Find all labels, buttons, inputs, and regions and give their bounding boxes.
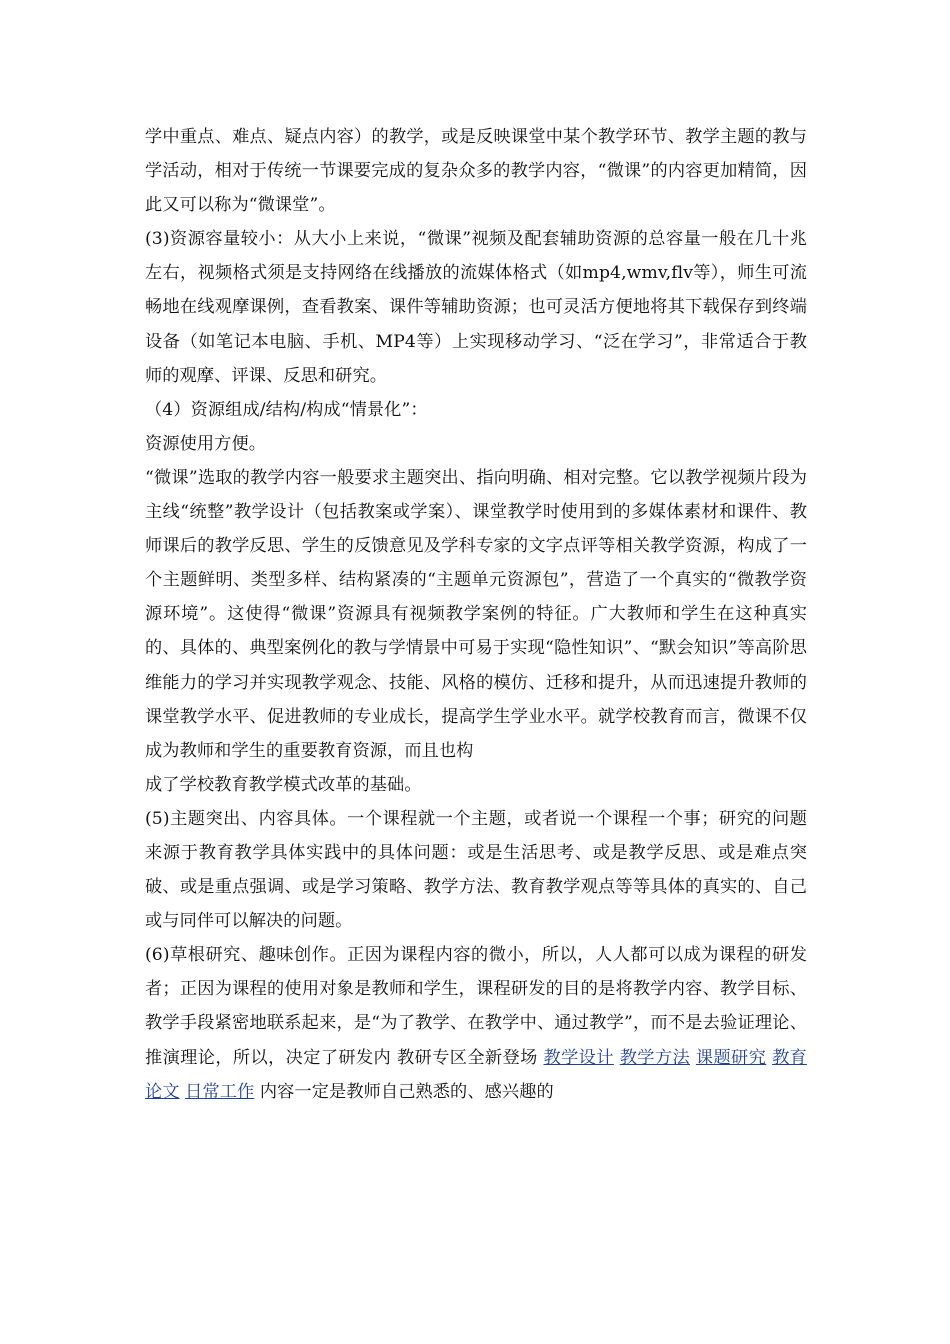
paragraph-4: 资源使用方便。 [145,433,267,454]
paragraph-8-tail: 内容一定是教师自己熟悉的、感兴趣的 [259,1081,554,1102]
paragraph-8-text: (6)草根研究、趣味创作。正因为课程内容的微小，所以，人人都可以成为课程的研发者；正因为课程的使用对象是教师和学生，课程研发的目的是将教学内容、教学目标、教学手段紧密地联系起来，是“为了教学、在教学中、通过教学”，而不是去验证理论、推演理论，所以，决定了研发内 教研专区全新登场 [145,945,807,1068]
paragraph-1: 学中重点、难点、疑点内容）的教学，或是反映课堂中某个教学环节、教学主题的教与学活动，相对于传统一节课要完成的复杂众多的教学内容，“微课”的内容更加精简，因此又可以称为“微课堂”。 [145,127,807,216]
paragraph-2: (3)资源容量较小：从大小上来说，“微课”视频及配套辅助资源的总容量一般在几十兆左右，视频格式须是支持网络在线播放的流媒体格式（如mp4,wmv,flv等），师生可流畅地在线观摩课例，查看教案、课件等辅助资源；也可灵活方便地将其下载保存到终端设备（如笔记本电脑、手机、MP4等）上实现移动学习、“泛在学习”，非常适合于教师的观摩、评课、反思和研究。 [145,229,807,386]
link-education-papers[interactable]: 教育论文 [145,1047,807,1102]
link-teaching-design[interactable]: 教学设计 [543,1047,614,1068]
paragraph-6: 成了学校教育教学模式改革的基础。 [145,774,422,795]
paragraph-5: “微课”选取的教学内容一般要求主题突出、指向明确、相对完整。它以教学视频片段为主线“统整”教学设计（包括教案或学案）、课堂教学时使用到的多媒体素材和课件、教师课后的教学反思、学生的反馈意见及学科专家的文字点评等相关教学资源，构成了一个主题鲜明、类型多样、结构紧凑的“主题单元资源包”，营造了一个真实的“微教学资源环境”。这使得“微课”资源具有视频教学案例的特征。广大教师和学生在这种真实的、具体的、典型案例化的教与学情景中可易于实现“隐性知识”、“默会知识”等高阶思维能力的学习并实现教学观念、技能、风格的模仿、迁移和提升，从而迅速提升教师的课堂教学水平、促进教师的专业成长，提高学生学业水平。就学校教育而言，微课不仅成为教师和学生的重要教育资源，而且也构 [145,467,807,761]
link-research-projects[interactable]: 课题研究 [695,1047,767,1068]
link-teaching-methods[interactable]: 教学方法 [619,1047,691,1068]
link-daily-work[interactable]: 日常工作 [185,1081,255,1102]
paragraph-7: (5)主题突出、内容具体。一个课程就一个主题，或者说一个课程一个事；研究的问题来源于教育教学具体实践中的具体问题：或是生活思考、或是教学反思、或是难点突破、或是重点强调、或是学习策略、教学方法、教育教学观点等等具体的真实的、自己或与同伴可以解决的问题。 [145,808,807,932]
paragraph-3: （4）资源组成/结构/构成“情景化”： [145,399,428,420]
paragraph-8 [145,938,807,1108]
document-page [145,120,807,1109]
